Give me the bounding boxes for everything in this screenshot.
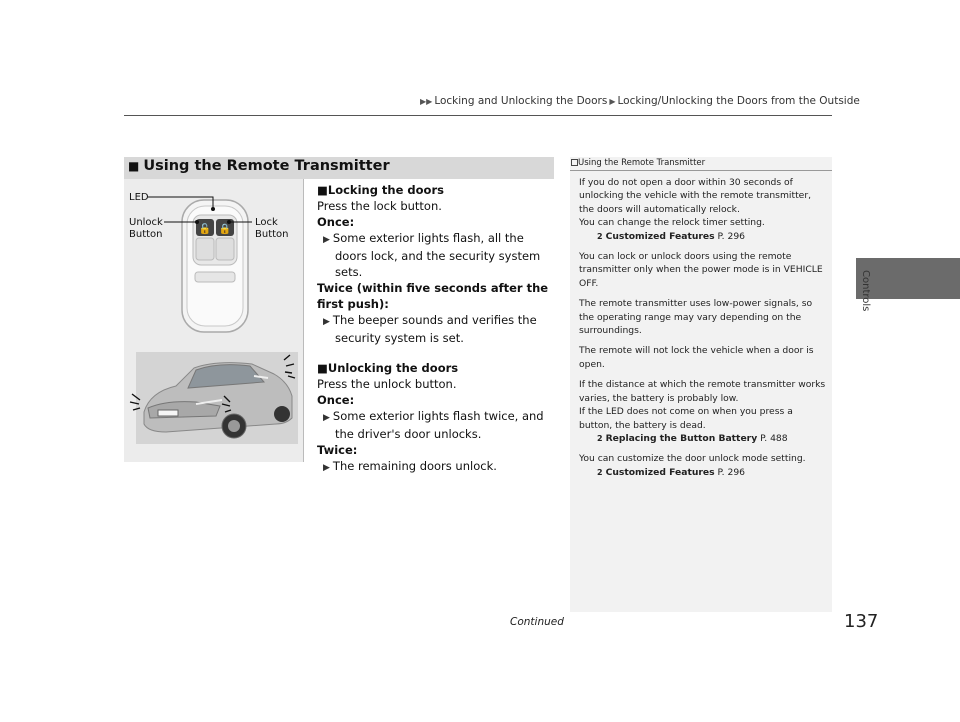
led-label: LED <box>129 192 149 203</box>
unlock-twice-text-content: The remaining doors unlock. <box>332 459 497 473</box>
chapter-label: Controls <box>860 270 871 312</box>
cross-ref-icon: 2 <box>597 433 603 443</box>
cross-ref-page[interactable]: P. 296 <box>717 230 746 242</box>
cross-ref-title[interactable]: Customized Features <box>605 466 715 478</box>
breadcrumb-arrow-icon: ▶▶ <box>420 97 433 106</box>
chapter-tab <box>856 258 960 299</box>
breadcrumb-part-1[interactable]: Locking and Unlocking the Doors <box>434 95 608 107</box>
unlock-twice-text <box>317 458 553 476</box>
notes-divider <box>570 170 832 171</box>
lock-label-line-2: Button <box>255 229 289 240</box>
note-unlock-mode-text: You can customize the door unlock mode setting. <box>579 453 806 465</box>
notes-heading-text: Using the Remote Transmitter <box>578 158 706 168</box>
section-title <box>128 158 390 174</box>
arrow-bullet-icon: ▶ <box>323 463 330 473</box>
note-battery-dead: If the LED does not come on when you press a button, the battery is dead. <box>579 406 793 431</box>
unlock-label-line-1: Unlock <box>129 217 163 228</box>
note-unlock-mode <box>579 452 827 479</box>
cross-ref-title[interactable]: Replacing the Button Battery <box>605 432 758 444</box>
note-relock-timer: You can change the relock timer setting. <box>579 217 765 229</box>
notes-heading <box>570 157 832 170</box>
unlock-once-label: Once: <box>317 393 355 407</box>
light-flash-marks <box>124 352 303 452</box>
lock-label-line-1: Lock <box>255 217 278 228</box>
locking-intro: Press the lock button. <box>317 199 442 213</box>
note-power-mode: You can lock or unlock doors using the remote transmitter only when the power mode is in VEHICLE OFF. <box>579 251 823 289</box>
note-battery-low: If the distance at which the remote transmitter works varies, the battery is probably low. <box>579 379 826 404</box>
svg-text:🔒: 🔒 <box>218 224 232 235</box>
note-marker-icon <box>571 159 578 166</box>
cross-ref-page[interactable]: P. 296 <box>717 466 746 478</box>
lock-button-label <box>255 217 289 241</box>
svg-text:🔓: 🔓 <box>198 224 212 235</box>
unlock-once-text-content: Some exterior lights flash twice, and the driver's door unlocks. <box>332 409 544 441</box>
unlocking-intro: Press the unlock button. <box>317 377 457 391</box>
note-relock <box>579 176 827 243</box>
unlock-twice-label: Twice: <box>317 443 358 457</box>
section-title-text: Using the Remote Transmitter <box>143 158 390 174</box>
note-low-power: The remote transmitter uses low-power signals, so the operating range may vary depending on the surroundings. <box>579 298 813 337</box>
unlocking-heading: ■Unlocking the doors <box>317 361 459 375</box>
locking-heading: ■Locking the doors <box>317 183 444 197</box>
unlock-once-text <box>317 408 553 442</box>
once-text-content: Some exterior lights flash, all the doors lock, and the security system sets. <box>332 231 541 279</box>
note-relock-text: If you do not open a door within 30 seconds of unlocking the vehicle with the remote transmitter, the doors will automatically relock. <box>579 177 812 215</box>
arrow-bullet-icon: ▶ <box>323 413 330 423</box>
cross-ref-icon: 2 <box>597 467 603 477</box>
cross-ref-page[interactable]: P. 488 <box>760 432 788 444</box>
unlock-label-line-2: Button <box>129 229 163 240</box>
twice-label: Twice (within five seconds after the first push): <box>317 281 549 311</box>
notes-body <box>579 176 827 486</box>
cross-ref-title[interactable]: Customized Features <box>605 230 715 242</box>
arrow-bullet-icon: ▶ <box>323 317 330 327</box>
breadcrumb <box>418 95 860 107</box>
instructions-body <box>317 182 553 476</box>
header-divider <box>124 115 832 116</box>
square-bullet-icon: ■ <box>128 159 140 173</box>
figure-divider <box>303 179 304 462</box>
cross-ref-icon: 2 <box>597 231 603 241</box>
continued-label: Continued <box>510 616 564 628</box>
breadcrumb-part-2[interactable]: Locking/Unlocking the Doors from the Outside <box>617 95 860 107</box>
page-number: 137 <box>844 611 879 632</box>
note-door-open: The remote will not lock the vehicle when a door is open. <box>579 345 814 370</box>
breadcrumb-arrow-icon: ▶ <box>609 97 616 106</box>
note-battery <box>579 378 827 445</box>
once-label: Once: <box>317 215 355 229</box>
cross-ref-replacing-battery[interactable] <box>579 433 788 444</box>
locking-heading-text: Locking the doors <box>327 183 444 197</box>
unlock-button-label <box>129 217 163 241</box>
unlocking-heading-text: Unlocking the doors <box>327 361 459 375</box>
twice-text <box>317 312 553 346</box>
once-text <box>317 230 553 280</box>
arrow-bullet-icon: ▶ <box>323 235 330 245</box>
cross-ref-customized-features-2[interactable] <box>579 467 745 478</box>
twice-text-content: The beeper sounds and verifies the security system is set. <box>332 313 537 345</box>
cross-ref-customized-features[interactable] <box>579 231 745 242</box>
